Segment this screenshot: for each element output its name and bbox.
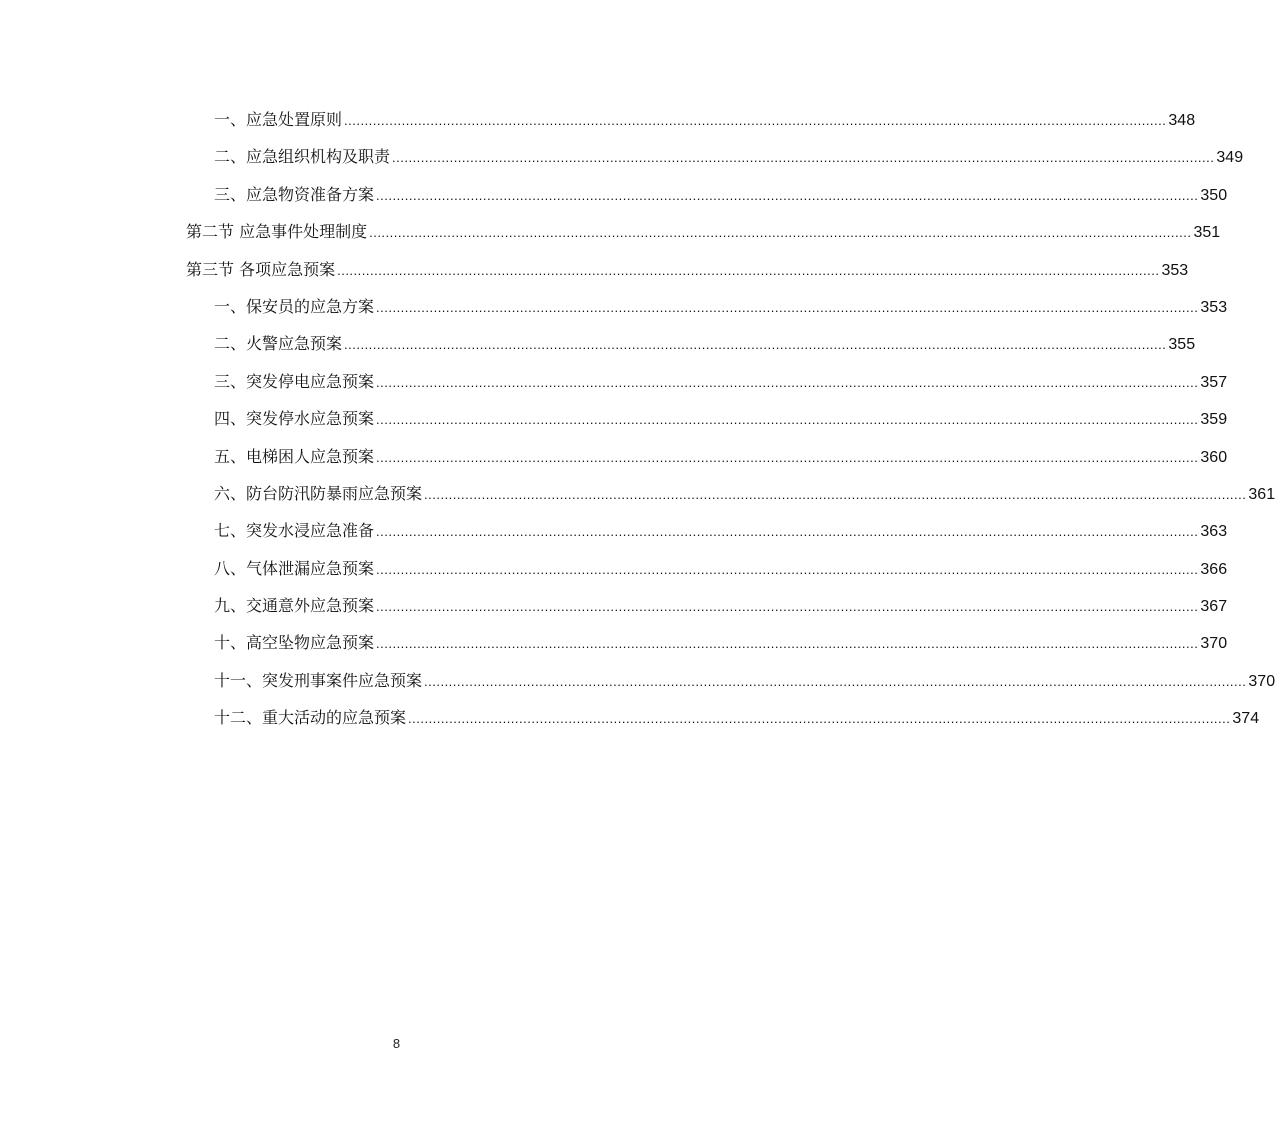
toc-entry[interactable] <box>186 101 1196 138</box>
toc-entry-page: 367 <box>1200 598 1228 616</box>
toc-entry-label: 第三节 各项应急预案 <box>186 259 336 279</box>
toc-entry-label: 九、交通意外应急预案 <box>214 596 375 616</box>
toc-entry[interactable] <box>186 438 1228 475</box>
toc-entry[interactable] <box>186 213 1221 250</box>
toc-entry-label: 十一、突发刑事案件应急预案 <box>214 670 423 690</box>
toc-entry-page: 351 <box>1193 224 1221 242</box>
toc-entry-label: 八、气体泄漏应急预案 <box>214 558 375 578</box>
toc-dot-leader: ........................................................................................................................................................................................................ <box>376 299 1199 315</box>
toc-dot-leader: ........................................................................................................................................................................................................ <box>376 524 1199 540</box>
toc-dot-leader: ........................................................................................................................................................................................................ <box>337 262 1160 278</box>
toc-entry-label: 十、高空坠物应急预案 <box>214 633 375 653</box>
toc-dot-leader: ........................................................................................................................................................................................................ <box>376 636 1199 652</box>
toc-entry-label: 第二节 应急事件处理制度 <box>186 222 368 242</box>
toc-entry[interactable] <box>186 251 1189 288</box>
toc-entry[interactable] <box>186 699 1260 736</box>
toc-dot-leader: ........................................................................................................................................................................................................ <box>344 113 1167 128</box>
toc-entry-page: 363 <box>1200 523 1228 541</box>
toc-dot-leader: ........................................................................................................................................................................................................ <box>392 150 1215 166</box>
toc-dot-leader: ........................................................................................................................................................................................................ <box>376 412 1199 428</box>
toc-entry-label: 四、突发停水应急预案 <box>214 409 375 429</box>
toc-entry[interactable] <box>186 587 1228 624</box>
toc-entry-page: 359 <box>1200 411 1228 429</box>
toc-dot-leader: ........................................................................................................................................................................................................ <box>376 374 1199 390</box>
toc-entry-label: 一、保安员的应急方案 <box>214 296 375 316</box>
toc-entry-page: 357 <box>1200 373 1228 391</box>
toc-dot-leader: ........................................................................................................................................................................................................ <box>376 599 1199 615</box>
toc-dot-leader: ........................................................................................................................................................................................................ <box>344 337 1167 353</box>
toc-entry-page: 370 <box>1200 635 1228 653</box>
toc-entry-label: 十二、重大活动的应急预案 <box>214 708 407 728</box>
toc-entry-label: 二、应急组织机构及职责 <box>214 147 391 167</box>
toc-dot-leader: ........................................................................................................................................................................................................ <box>369 225 1192 241</box>
toc-entry-label: 三、突发停电应急预案 <box>214 371 375 391</box>
toc-entry-label: 二、火警应急预案 <box>214 334 343 354</box>
toc-dot-leader: ........................................................................................................................................................................................................ <box>408 711 1231 727</box>
toc-dot-leader: ........................................................................................................................................................................................................ <box>376 187 1199 203</box>
toc-entry-page: 348 <box>1168 112 1196 129</box>
toc-dot-leader: ........................................................................................................................................................................................................ <box>376 449 1199 465</box>
toc-entry-page: 374 <box>1232 710 1260 728</box>
toc-entry-page: 353 <box>1161 261 1189 279</box>
toc-entry-page: 360 <box>1200 448 1228 466</box>
toc-entry[interactable] <box>186 400 1228 437</box>
toc-entry-page: 350 <box>1200 186 1228 204</box>
table-of-contents <box>186 101 1275 737</box>
toc-entry-page: 370 <box>1248 672 1275 690</box>
toc-entry[interactable] <box>186 288 1228 325</box>
toc-entry-label: 五、电梯困人应急预案 <box>214 446 375 466</box>
toc-dot-leader: ........................................................................................................................................................................................................ <box>424 486 1247 502</box>
toc-entry-label: 一、应急处置原则 <box>214 110 343 129</box>
toc-entry[interactable] <box>186 363 1228 400</box>
toc-entry[interactable] <box>186 624 1228 661</box>
toc-entry-page: 366 <box>1200 560 1228 578</box>
toc-dot-leader: ........................................................................................................................................................................................................ <box>376 561 1199 577</box>
toc-dot-leader: ........................................................................................................................................................................................................ <box>424 673 1247 689</box>
toc-entry[interactable] <box>186 475 1275 512</box>
toc-entry-label: 三、应急物资准备方案 <box>214 184 375 204</box>
toc-entry-label: 六、防台防汛防暴雨应急预案 <box>214 483 423 503</box>
toc-entry-page: 349 <box>1216 149 1244 167</box>
toc-entry[interactable] <box>186 325 1196 362</box>
toc-entry[interactable] <box>186 176 1228 213</box>
page-number: 8 <box>392 1036 401 1051</box>
toc-entry[interactable] <box>186 512 1228 549</box>
toc-entry-label: 七、突发水浸应急准备 <box>214 521 375 541</box>
toc-entry[interactable] <box>186 662 1275 699</box>
toc-entry[interactable] <box>186 550 1228 587</box>
toc-entry-page: 361 <box>1248 485 1275 503</box>
toc-entry-page: 355 <box>1168 336 1196 354</box>
toc-entry-page: 353 <box>1200 298 1228 316</box>
toc-entry[interactable] <box>186 138 1244 175</box>
